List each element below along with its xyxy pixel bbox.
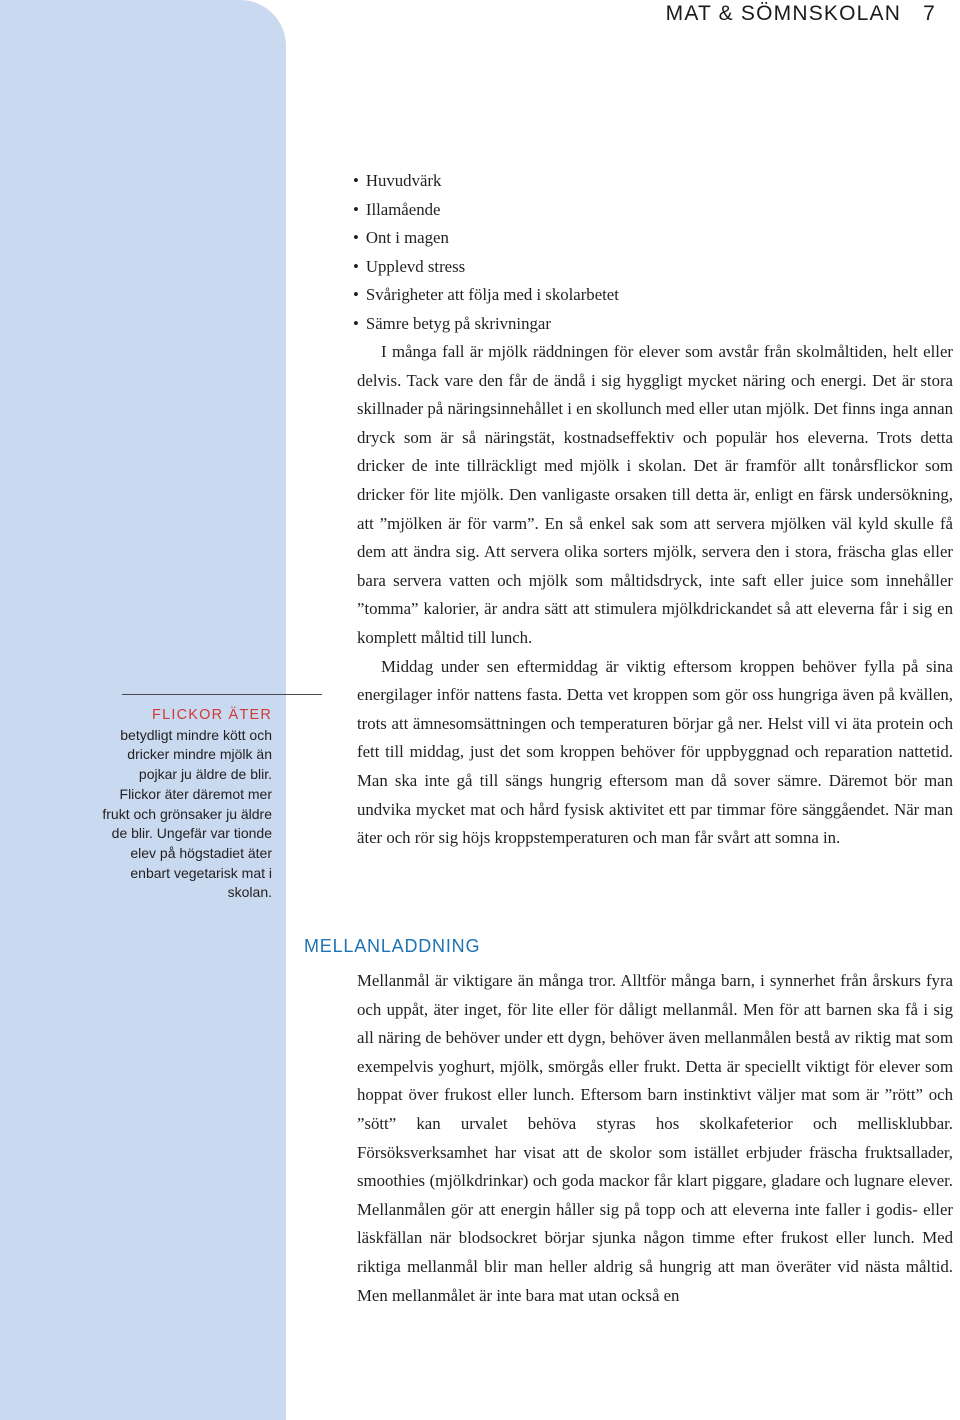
list-item: • Huvudvärk [353, 167, 619, 196]
sidebar-divider [122, 694, 322, 695]
list-item: • Ont i magen [353, 224, 619, 253]
list-item: • Illamående [353, 196, 619, 225]
section-heading: MELLANLADDNING [304, 936, 481, 956]
list-item: • Svårigheter att följa med i skolarbetet [353, 281, 619, 310]
main-body-text [357, 338, 953, 853]
header-title: MAT & SÖMNSKOLAN [665, 2, 902, 25]
page-number: 7 [923, 2, 936, 25]
list-item: • Upplevd stress [353, 253, 619, 282]
symptom-list [353, 167, 619, 339]
paragraph-dinner: Middag under sen eftermiddag är viktig eftersom kroppen behöver fylla på sina energilager inför nattens fasta. Detta vet kroppen som gör oss hungriga även på kvällen, trots att ämnesomsättningen och temperaturen börjar gå ner. Helst vill vi äta protein och fett till middag, just det som kroppen behöver för uppbyggnad och reparation nattetid. Man ska inte gå till sängs hungrig eftersom man då sover sämre. Däremot bör man undvika mycket mat och hård fysisk aktivitet ett par timmar före sänggåendet. När man äter och rör sig höjs kroppstemperaturen och man får svårt att somna in. [357, 656, 953, 848]
paragraph-snacks: Mellanmål är viktigare än många tror. Alltför många barn, i synnerhet från årskurs fyra och uppåt, äter inget, för lite eller för dåligt mellanmål. Men för att barnen ska få i sig all näring de behöver under ett dygn, behöver även mellanmålen bestå av riktig mat som exempelvis yoghurt, mjölk, smörgås eller frukt. Detta är speciellt viktigt för elever som hoppat över frukost eller lunch. Eftersom barn instinktivt väljer mat som är ”rött” och ”sött” kan urvalet behöva styras hos skolkafeterior och mellisklubbar. Försöksverksamhet har visat att de skolor som istället erbjuder fräscha fruktsallader, smoothies (mjölkdrinkar) och goda mackor får klart piggare, gladare och lugnare elever. Mellanmålen gör att energin håller sig på topp och att eleverna inte faller i godis- eller läskfällan när blodsockret börjar sjunka någon timme efter frukost eller lunch. Med riktiga mellanmål blir man heller aldrig så hungrig att man överäter vid nästa måltid. Men mellanmålet är inte bara mat utan också en [357, 971, 953, 1305]
page-header [666, 2, 936, 26]
paragraph-milk: I många fall är mjölk räddningen för elever som avstår från skolmåltiden, helt eller delvis. Tack vare den får de ändå i sig hyggligt mycket näring och energi. Det är stora skillnader på näringsinnehållet i en skollunch med eller utan mjölk. Det finns inga annan dryck som är så näringstät, kostnadseffektiv och populär hos eleverna. Trots detta dricker de inte tillräckligt med mjölk i skolan. Det är framför allt tonårsflickor som dricker för lite mjölk. Den vanligaste orsaken till detta är, enligt en färsk undersökning, att ”mjölken är för varm”. En så enkel sak som att servera mjölken väl kyld skulle få dem att ändra sig. Att servera olika sorters mjölk, servera den i stora, fräscha glas eller bara servera vatten och mjölk som måltidsdryck, inte saft eller juice som innehåller ”tomma” kalorier, är andra sätt att stimulera mjölkdrickandet så att eleverna får i sig en komplett måltid till lunch. [357, 342, 953, 647]
sidebar-heading: FLICKOR ÄTER [152, 707, 272, 723]
sidebar-text: betydligt mindre kött och dricker mindre mjölk än pojkar ju äldre de blir. Flickor äter däremot mer frukt och grönsaker ju äldre de blir. Ungefär var tionde elev på högstadiet äter enbart vegetarisk mat i skolan. [102, 726, 272, 901]
sidebar-fact-box [96, 706, 272, 903]
list-item: • Sämre betyg på skrivningar [353, 310, 619, 339]
section-body-text [357, 967, 953, 1310]
